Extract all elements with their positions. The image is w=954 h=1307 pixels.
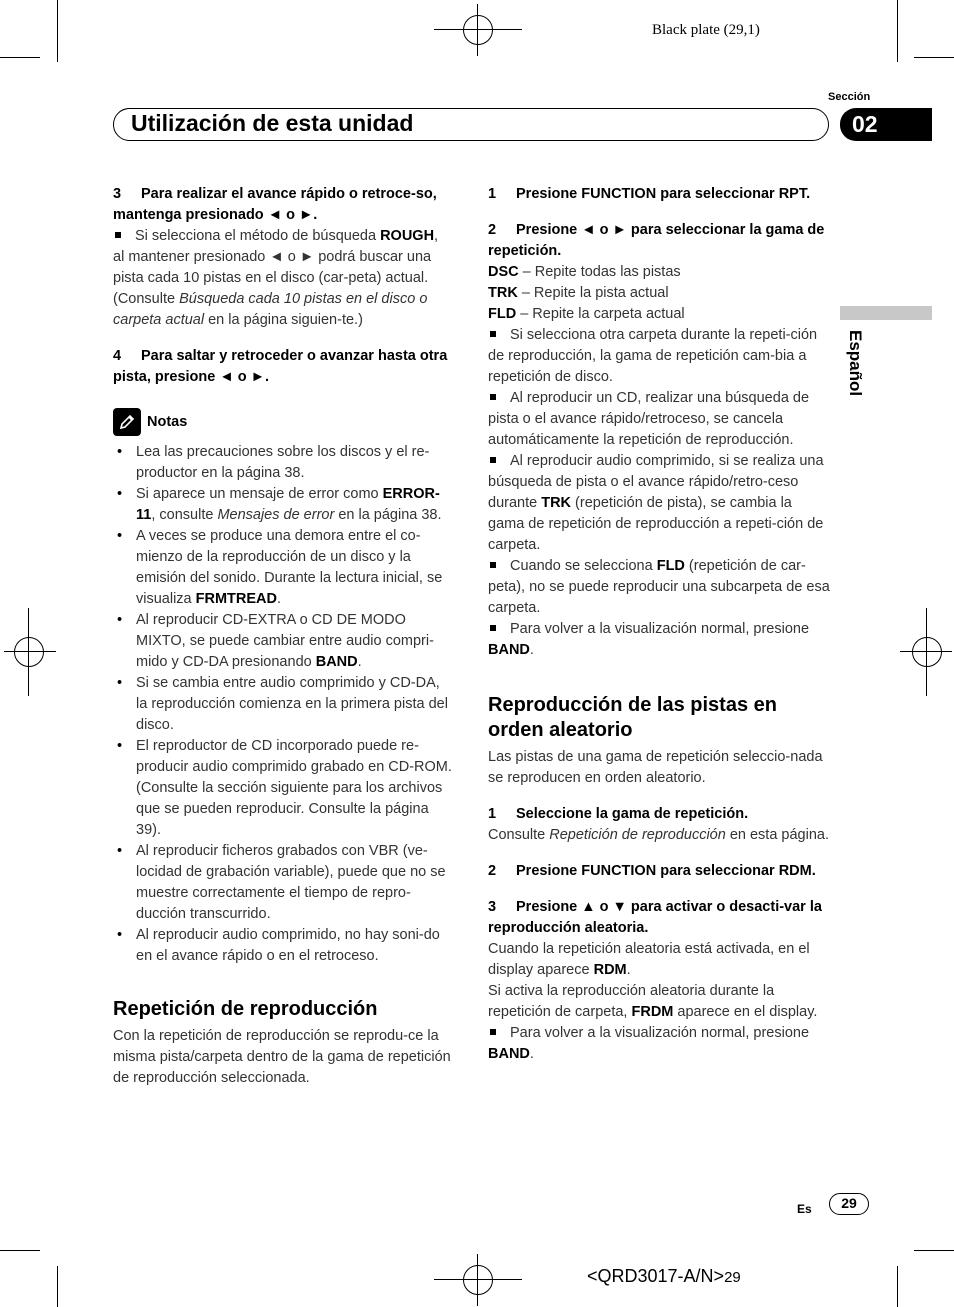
crop-mark <box>477 4 478 56</box>
language-tab-label: Español <box>846 330 865 397</box>
bullet-item: Si selecciona otra carpeta durante la repeti-ción de reproducción, la gama de repetición cam-bia a repetición de disco. <box>488 327 818 385</box>
language-code: Es <box>797 1202 812 1216</box>
bullet-item: Cuando se selecciona FLD (repetición de car-peta), no se puede reproducir una subcarpeta de esa carpeta. <box>488 558 830 616</box>
crop-mark <box>434 1279 522 1280</box>
section-heading-repeat: Repetición de reproducción <box>113 998 378 1020</box>
notes-label: Notas <box>147 413 188 430</box>
left-column <box>113 184 453 1089</box>
plate-label: Black plate (29,1) <box>652 22 760 38</box>
note-item: • Si se cambia entre audio comprimido y CD-DA, la reproducción comienza en la primera pista del disco. <box>113 673 453 736</box>
crop-mark <box>926 608 927 696</box>
note-item: • Al reproducir CD-EXTRA o CD DE MODO MIXTO, se puede cambiar entre audio compri-mido y CD-DA presionando BAND. <box>113 610 453 673</box>
crop-mark <box>914 57 954 58</box>
note-item: • El reproductor de CD incorporado puede re-producir audio comprimido grabado en CD-ROM. (Consulte la sección siguiente para los archivos que se pueden reproducir. Consulte la página 39). <box>113 736 453 841</box>
document-code: <QRD3017-A/N>29 <box>587 1266 741 1286</box>
page-title: Utilización de esta unidad <box>131 110 414 136</box>
note-item: • Lea las precauciones sobre los discos y el re-productor en la página 38. <box>113 442 453 484</box>
note-item: • Al reproducir audio comprimido, no hay soni-do en el avance rápido o en el retroceso. <box>113 925 453 967</box>
section-heading-random: Reproducción de las pistas en orden aleatorio <box>488 694 777 741</box>
range-item: DSC – Repite todas las pistas <box>488 264 681 280</box>
crop-mark <box>0 57 40 58</box>
crop-mark <box>477 1254 478 1306</box>
bullet-item: Al reproducir audio comprimido, si se realiza una búsqueda de pista o el avance rápido/retro-ceso durante TRK (repetición de pista), se cambia la gama de repetición de reproducción a repeti-ción de carpeta. <box>488 453 824 553</box>
random-step-2: 2 Presione FUNCTION para seleccionar RDM. <box>488 863 816 879</box>
random-step-1-body: Consulte Repetición de reproducción en esta página. <box>488 827 829 843</box>
note-item: • Si aparece un mensaje de error como ERROR-11, consulte Mensajes de error en la página 38. <box>113 484 453 526</box>
step-2: 2 Presione ◄ o ► para seleccionar la gama de repetición. <box>488 222 825 259</box>
notes-list <box>113 442 453 967</box>
note-item: • A veces se produce una demora entre el co-mienzo de la reproducción de un disco y la emisión del sonido. Durante la lectura inicial, se visualiza FRMTREAD. <box>113 526 453 610</box>
right-column <box>488 184 830 1065</box>
random-step-3: 3 Presione ▲ o ▼ para activar o desacti-var la reproducción aleatoria. <box>488 899 822 936</box>
step-1: 1 Presione FUNCTION para seleccionar RPT. <box>488 186 811 202</box>
random-step-1: 1 Seleccione la gama de repetición. <box>488 806 749 822</box>
step-4: 4 Para saltar y retroceder o avanzar hasta otra pista, presione ◄ o ►. <box>113 348 448 385</box>
crop-mark <box>900 651 952 652</box>
range-item: FLD – Repite la carpeta actual <box>488 306 685 322</box>
range-item: TRK – Repite la pista actual <box>488 285 669 301</box>
registration-mark <box>912 637 942 667</box>
section-label: Sección <box>828 91 871 103</box>
crop-mark <box>28 608 29 696</box>
crop-mark <box>434 29 522 30</box>
random-description: Las pistas de una gama de repetición seleccio-nada se reproducen en orden aleatorio. <box>488 749 823 786</box>
registration-mark <box>463 15 493 45</box>
random-step-3-body: Cuando la repetición aleatoria está activada, en el display aparece RDM. <box>488 941 810 978</box>
bullet-item: Para volver a la visualización normal, presione BAND. <box>488 1025 810 1062</box>
language-tab-bar <box>840 306 932 320</box>
notes-header <box>113 408 453 436</box>
section-number-badge: 02 <box>840 108 932 141</box>
bullet-item: Al reproducir un CD, realizar una búsqueda de pista o el avance rápido/retroceso, se cancela automáticamente la repetición de reproducción. <box>488 390 810 448</box>
random-step-3-body: Si activa la reproducción aleatoria durante la repetición de carpeta, FRDM aparece en el display. <box>488 983 818 1020</box>
crop-mark <box>57 1266 58 1307</box>
crop-mark <box>914 1250 954 1251</box>
step-3: 3 Para realizar el avance rápido o retroce-so, mantenga presionado ◄ o ►. <box>113 186 437 223</box>
crop-mark <box>4 651 56 652</box>
registration-mark <box>14 637 44 667</box>
repeat-description: Con la repetición de reproducción se reprodu-ce la misma pista/carpeta dentro de la gama de repetición de reproducción seleccionada. <box>113 1028 451 1086</box>
crop-mark <box>897 0 898 62</box>
crop-mark <box>0 1250 40 1251</box>
registration-mark <box>463 1265 493 1295</box>
bullet-item: Si selecciona el método de búsqueda ROUGH, al mantener presionado ◄ o ► podrá buscar una pista cada 10 pistas en el disco (car-peta) actual. (Consulte Búsqueda cada 10 pistas en el disco o carpeta actual en la página siguien-te.) <box>113 228 439 328</box>
page-number: 29 <box>829 1193 869 1215</box>
crop-mark <box>897 1266 898 1307</box>
crop-mark <box>57 0 58 62</box>
bullet-item: Para volver a la visualización normal, presione BAND. <box>488 621 810 658</box>
pencil-icon <box>113 408 141 436</box>
note-item: • Al reproducir ficheros grabados con VBR (ve-locidad de grabación variable), puede que no se muestre correctamente el tiempo de repro-ducción transcurrido. <box>113 841 453 925</box>
